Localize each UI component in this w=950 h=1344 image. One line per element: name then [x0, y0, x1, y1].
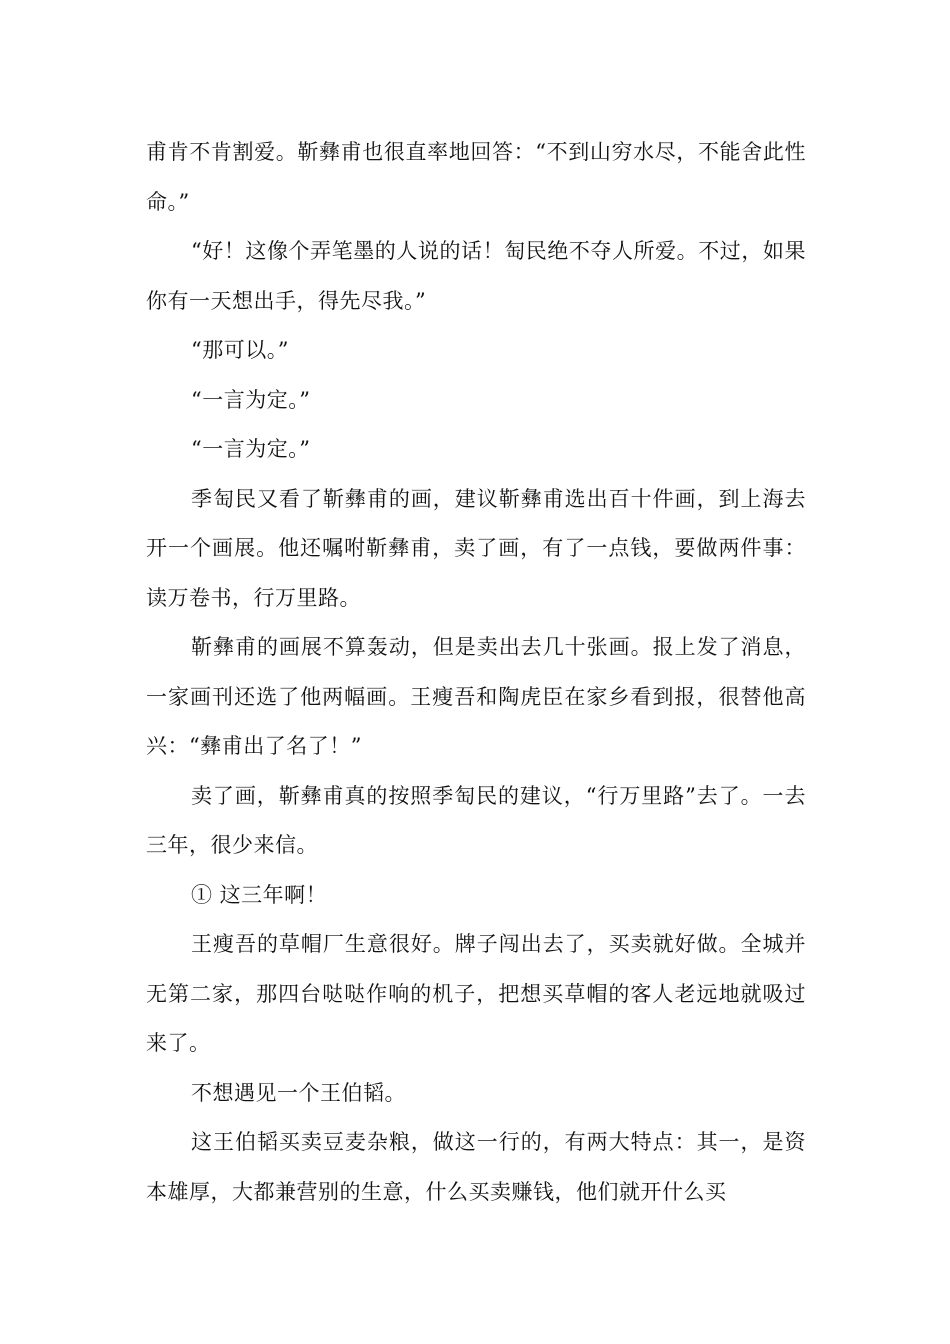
document-body — [146, 128, 806, 1217]
paragraph-5: “一言为定。” — [191, 437, 311, 461]
paragraph-1: 甫肯不肯割爱。靳彝甫也很直率地回答：“不到山穷水尽，不能舍此性命。” — [146, 140, 806, 214]
paragraph-4: “一言为定。” — [191, 387, 311, 412]
paragraph-10: 王瘦吾的草帽厂生意很好。牌子闯出去了，买卖就好做。全城并无第二家，那四台哒哒作响的机子，把想买草帽的客人老远地就吸过来了。 — [146, 932, 806, 1055]
paragraph-11: 不想遇见一个王伯韬。 — [191, 1080, 406, 1105]
paragraph-8: 卖了画，靳彝甫真的按照季匋民的建议，“行万里路”去了。一去三年，很少来信。 — [146, 783, 806, 857]
paragraph-6: 季匋民又看了靳彝甫的画，建议靳彝甫选出百十件画，到上海去开一个画展。他还嘱咐靳彝甫，卖了画，有了一点钱，要做两件事：读万卷书，行万里路。 — [146, 486, 806, 610]
paragraph-2: “好！这像个弄笔墨的人说的话！匋民绝不夺人所爱。不过，如果你有一天想出手，得先尽我。” — [146, 239, 806, 313]
paragraph-7: 靳彝甫的画展不算轰动，但是卖出去几十张画。报上发了消息，一家画刊还选了他两幅画。王瘦吾和陶虎臣在家乡看到报，很替他高兴：“彝甫出了名了！” — [146, 635, 806, 758]
paragraph-3: “那可以。” — [191, 338, 289, 362]
paragraph-12: 这王伯韬买卖豆麦杂粮，做这一行的，有两大特点：其一，是资本雄厚，大都兼营别的生意，什么买卖赚钱，他们就开什么买 — [146, 1130, 806, 1204]
paragraph-9: ① 这三年啊！ — [191, 882, 328, 907]
